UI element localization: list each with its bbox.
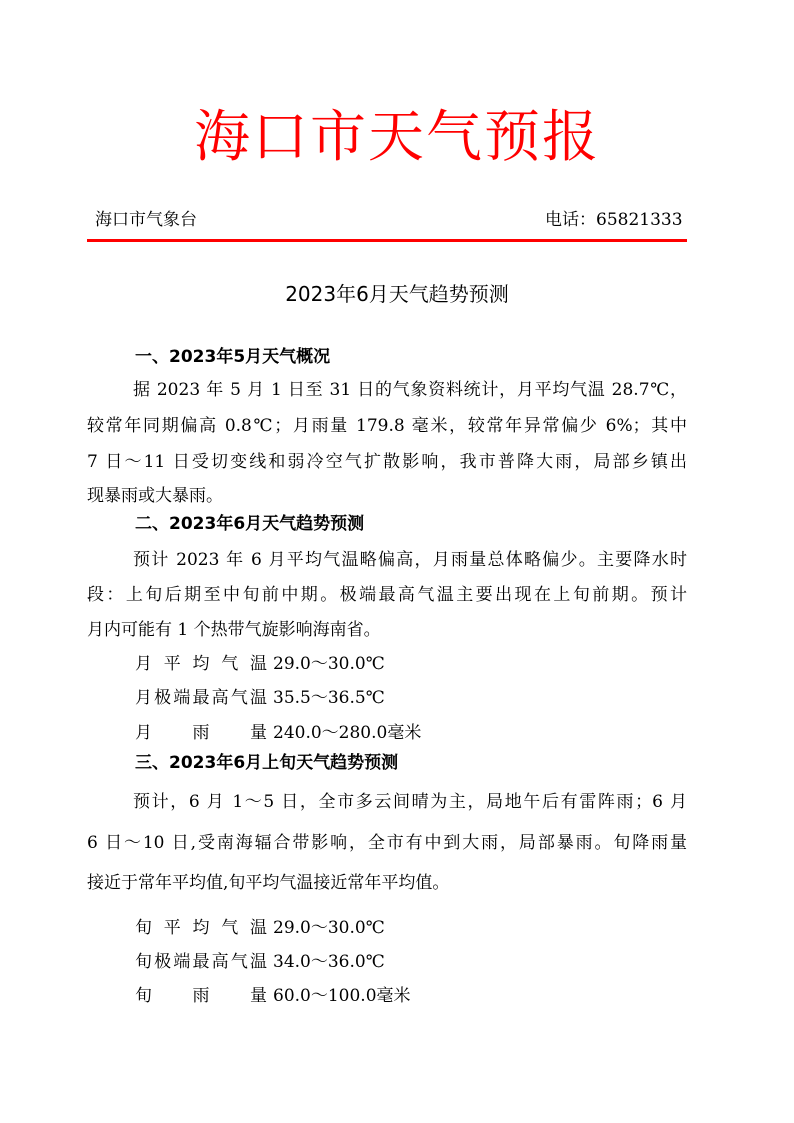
paragraph-line: 6 日～10 日,受南海辐合带影响，全市有中到大雨，局部暴雨。旬降雨量 bbox=[87, 833, 687, 853]
forecast-row bbox=[135, 984, 411, 1008]
row-value: 34.0～36.0℃ bbox=[273, 952, 385, 972]
issuing-organization: 海口市气象台 bbox=[95, 210, 197, 230]
row-value: 240.0～280.0毫米 bbox=[273, 723, 422, 743]
paragraph-line: 预计 2023 年 6 月平均气温略偏高，月雨量总体略偏少。主要降水时 bbox=[133, 550, 687, 570]
forecast-row bbox=[135, 652, 385, 676]
row-value: 35.5～36.5℃ bbox=[273, 688, 385, 708]
section-heading: 三、2023年6月上旬天气趋势预测 bbox=[135, 753, 399, 773]
row-label: 月平均气温 bbox=[135, 654, 267, 674]
row-value: 29.0～30.0℃ bbox=[273, 918, 385, 938]
forecast-row bbox=[135, 721, 421, 745]
document-title: 2023年6月天气趋势预测 bbox=[285, 282, 509, 306]
paragraph-line: 预计，6 月 1～5 日，全市多云间晴为主，局地午后有雷阵雨；6 月 bbox=[133, 792, 687, 812]
paragraph-line: 月内可能有 1 个热带气旋影响海南省。 bbox=[87, 620, 381, 640]
masthead-title: 海口市天气预报 bbox=[194, 105, 600, 170]
forecast-row bbox=[135, 950, 385, 974]
forecast-row bbox=[135, 916, 385, 940]
row-label: 旬极端最高气温 bbox=[135, 952, 267, 972]
header-divider bbox=[87, 239, 687, 242]
row-value: 29.0～30.0℃ bbox=[273, 654, 385, 674]
forecast-row bbox=[135, 686, 385, 710]
row-label: 月极端最高气温 bbox=[135, 688, 267, 708]
row-value: 60.0～100.0毫米 bbox=[273, 986, 411, 1006]
paragraph-line: 7 日～11 日受切变线和弱冷空气扩散影响，我市普降大雨，局部乡镇出 bbox=[87, 452, 687, 472]
section-heading: 二、2023年6月天气趋势预测 bbox=[135, 514, 365, 534]
paragraph-line: 现暴雨或大暴雨。 bbox=[87, 486, 223, 506]
paragraph-line: 接近于常年平均值,旬平均气温接近常年平均值。 bbox=[87, 873, 450, 893]
paragraph-line: 较常年同期偏高 0.8℃；月雨量 179.8 毫米，较常年异常偏少 6%；其中 bbox=[87, 416, 687, 436]
row-label: 旬雨量 bbox=[135, 986, 267, 1006]
section-heading: 一、2023年5月天气概况 bbox=[135, 347, 331, 367]
row-label: 旬平均气温 bbox=[135, 918, 267, 938]
phone-number: 电话：65821333 bbox=[545, 210, 683, 230]
row-label: 月雨量 bbox=[135, 723, 267, 743]
paragraph-line: 据 2023 年 5 月 1 日至 31 日的气象资料统计，月平均气温 28.7℃， bbox=[133, 380, 687, 400]
paragraph-line: 段：上旬后期至中旬前中期。极端最高气温主要出现在上旬前期。预计 bbox=[87, 585, 687, 605]
